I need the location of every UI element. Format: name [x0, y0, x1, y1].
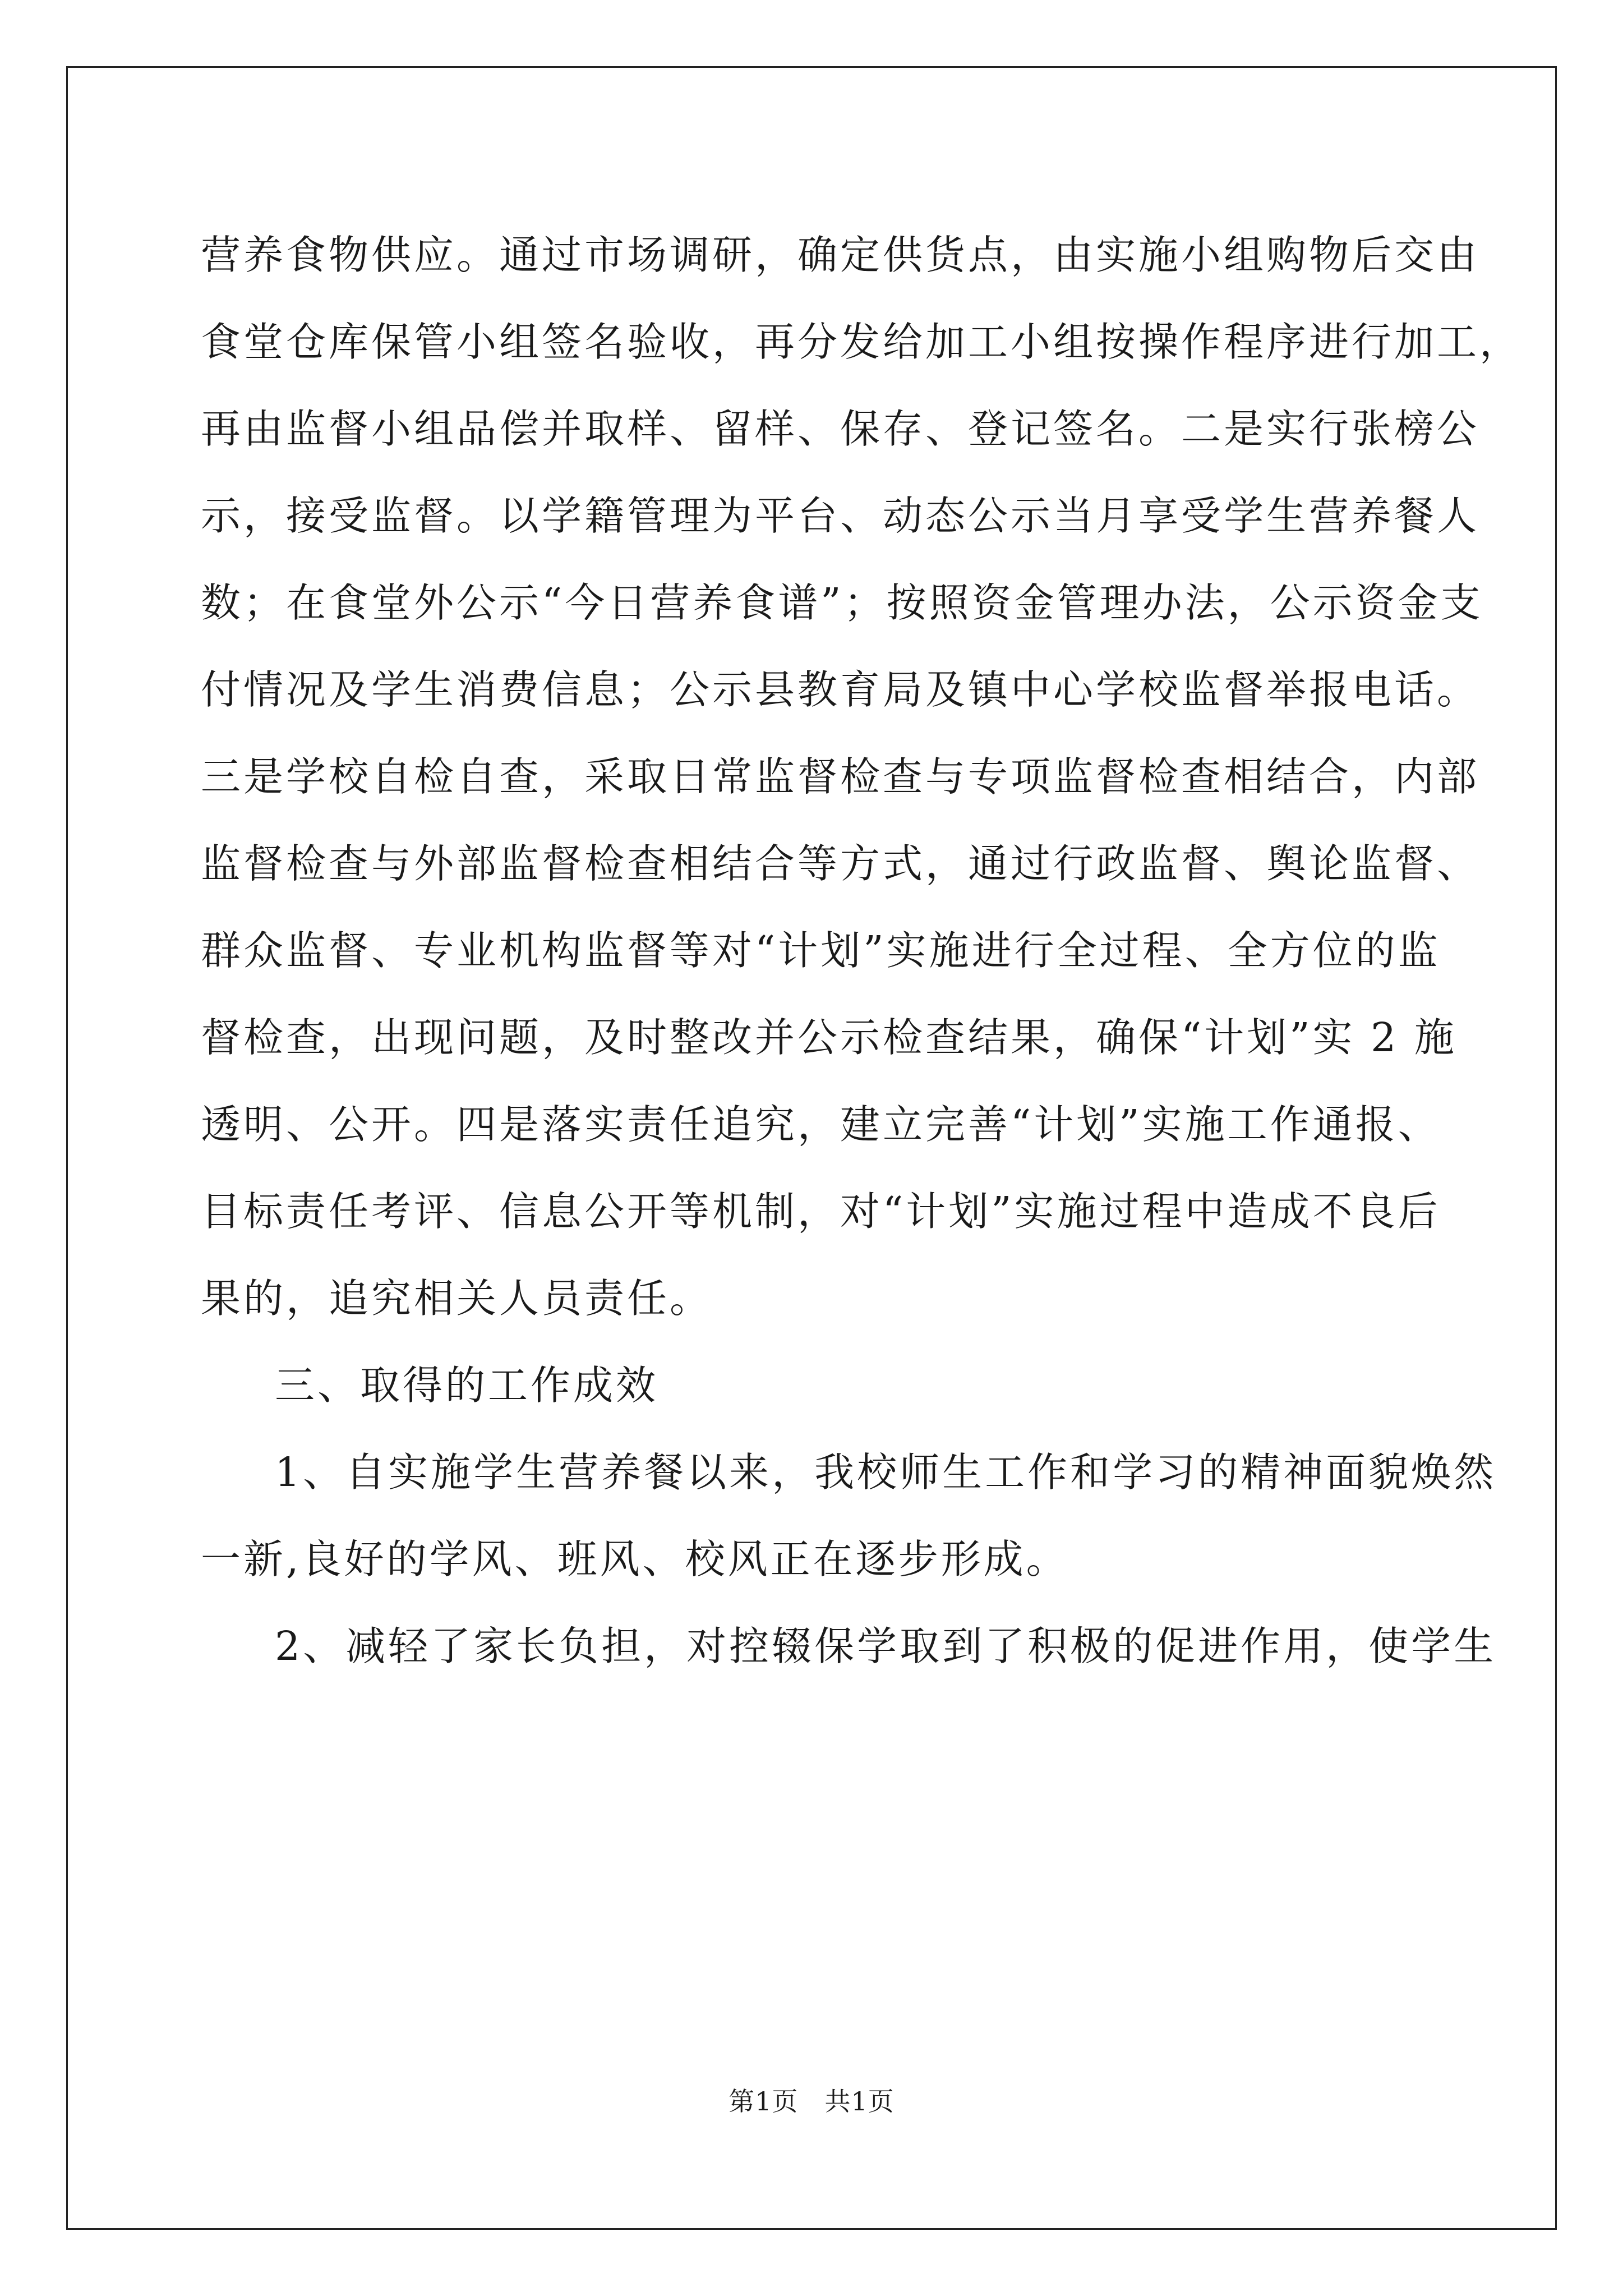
paragraph-line: 2、减轻了家长负担，对控辍保学取到了积极的促进作用，使学生 — [275, 1623, 1497, 1669]
paragraph-line: 透明、公开。四是落实责任追究，建立完善“计划”实施工作通报、 — [201, 1101, 1441, 1148]
paragraph-line: 示，接受监督。以学籍管理为平台、动态公示当月享受学生营养餐人 — [201, 493, 1480, 539]
paragraph-line: 1、自实施学生营养餐以来，我校师生工作和学习的精神面貌焕然 — [275, 1449, 1497, 1496]
section-heading: 三、取得的工作成效 — [275, 1362, 659, 1409]
paragraph-line: 果的，追究相关人员责任。 — [201, 1275, 713, 1322]
paragraph-line: 督检查，出现问题，及时整改并公示检查结果，确保“计划”实 2 施 — [201, 1014, 1457, 1061]
paragraph-line: 三是学校自检自查，采取日常监督检查与专项监督检查相结合，内部 — [201, 753, 1480, 800]
paragraph-line: 再由监督小组品偿并取样、留样、保存、登记签名。二是实行张榜公 — [201, 406, 1480, 452]
paragraph-line: 监督检查与外部监督检查相结合等方式，通过行政监督、舆论监督、 — [201, 840, 1480, 887]
paragraph-line: 付情况及学生消费信息；公示县教育局及镇中心学校监督举报电话。 — [201, 666, 1480, 713]
paragraph-line: 食堂仓库保管小组签名验收，再分发给加工小组按操作程序进行加工， — [201, 319, 1523, 365]
paragraph-line: 群众监督、专业机构监督等对“计划”实施进行全过程、全方位的监 — [201, 927, 1441, 974]
paragraph-line: 数；在食堂外公示“今日营养食谱”；按照资金管理办法，公示资金支 — [201, 579, 1483, 626]
paragraph-line: 目标责任考评、信息公开等机制，对“计划”实施过程中造成不良后 — [201, 1188, 1441, 1235]
page-number: 第1页 共1页 — [728, 2086, 895, 2116]
paragraph-line: 营养食物供应。通过市场调研，确定供货点，由实施小组购物后交由 — [201, 232, 1480, 278]
paragraph-line: 一新,良好的学风、班风、校风正在逐步形成。 — [201, 1536, 1069, 1582]
